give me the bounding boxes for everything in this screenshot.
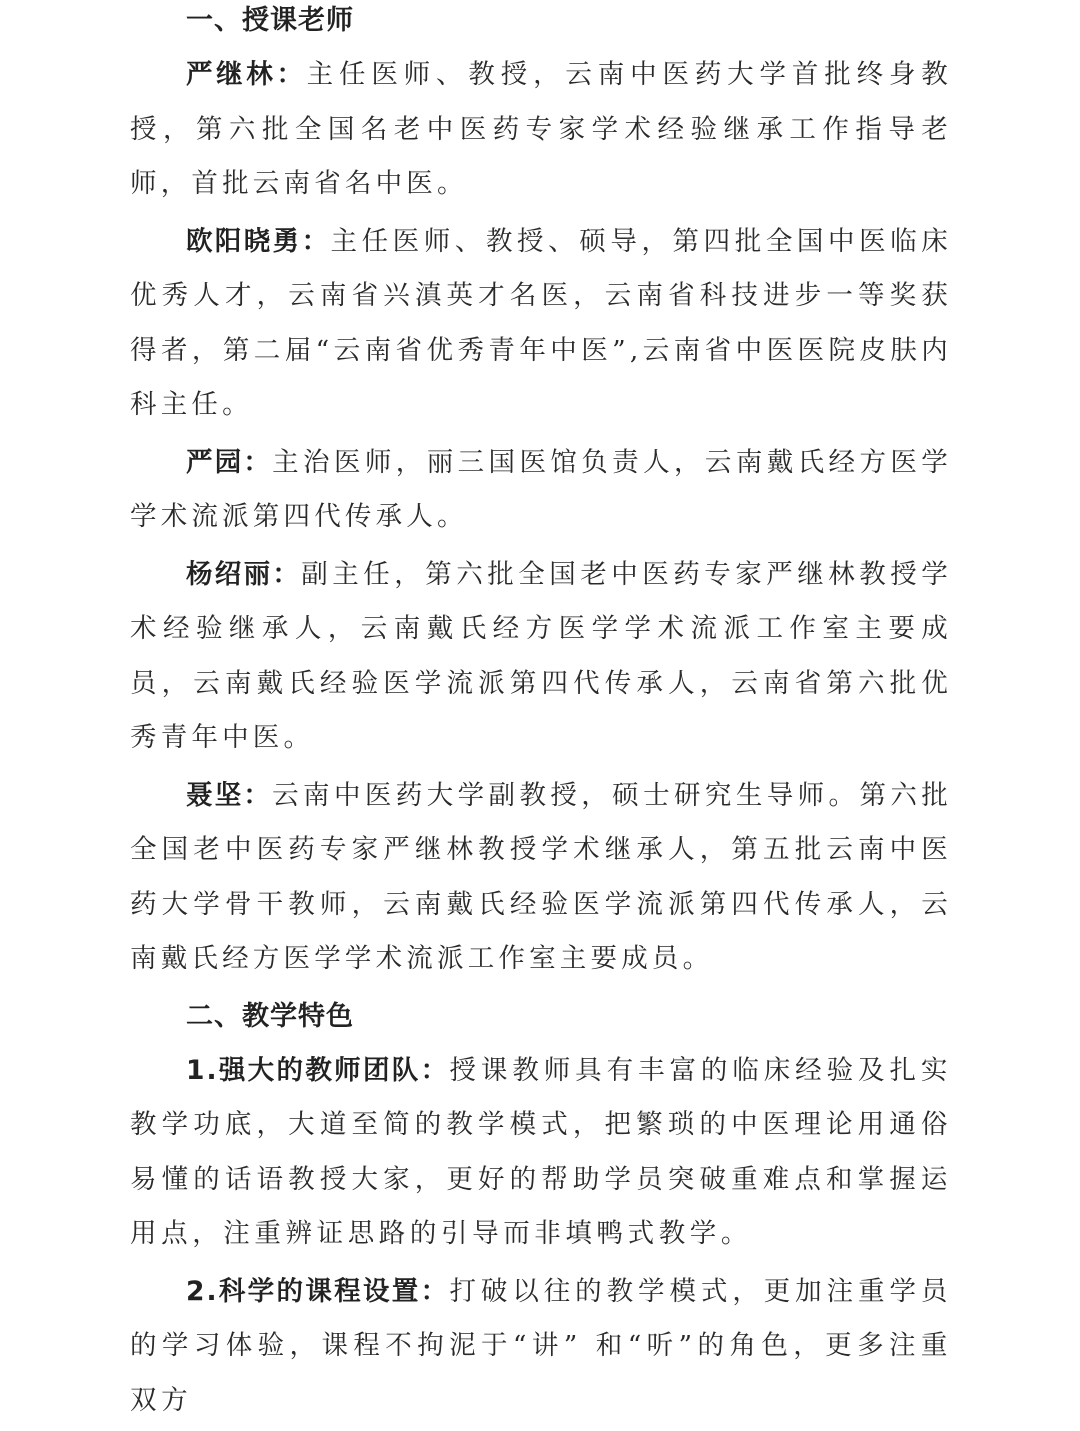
teacher-entry bbox=[130, 48, 952, 212]
document-page bbox=[130, 0, 952, 1431]
section-heading-features: 二、教学特色 bbox=[186, 1000, 354, 1032]
teacher-bio: 主任医师、教授，云南中医药大学首批终身教授，第六批全国名老中医药专家学术经验继承工作指导老师，首批云南省名中医。 bbox=[130, 59, 953, 199]
teacher-entry bbox=[130, 215, 952, 433]
teacher-bio: 主治医师，丽三国医馆负责人，云南戴氏经方医学学术流派第四代传承人。 bbox=[130, 446, 952, 532]
teacher-bio: 主任医师、教授、硕导，第四批全国中医临床优秀人才，云南省兴滇英才名医，云南省科技进步一等奖获得者，第二届“云南省优秀青年中医”,云南省中医医院皮肤内科主任。 bbox=[130, 225, 953, 420]
teacher-name: 严园： bbox=[186, 446, 273, 478]
feature-text: 打破以往的教学模式，更加注重学员的学习体验，课程不拘泥于“讲” 和“听”的角色，更多注重双方 bbox=[130, 1275, 952, 1416]
teacher-bio: 副主任，第六批全国老中医药专家严继林教授学术经验继承人，云南戴氏经方医学学术流派工作室主要成员，云南戴氏经验医学流派第四代传承人，云南省第六批优秀青年中医。 bbox=[130, 558, 952, 753]
teacher-entry bbox=[130, 436, 952, 545]
teacher-entry bbox=[130, 769, 952, 987]
feature-text: 授课教师具有丰富的临床经验及扎实教学功底，大道至简的教学模式，把繁琐的中医理论用通俗易懂的话语教授大家，更好的帮助学员突破重难点和掌握运用点，注重辨证思路的引导而非填鸭式教学。 bbox=[130, 1054, 952, 1249]
teacher-entry bbox=[130, 548, 952, 766]
feature-title: 1.强大的教师团队： bbox=[186, 1054, 450, 1086]
feature-entry bbox=[130, 1044, 952, 1262]
teacher-name: 欧阳晓勇： bbox=[186, 225, 331, 257]
teacher-bio: 云南中医药大学副教授，硕士研究生导师。第六批全国老中医药专家严继林教授学术继承人，第五批云南中医药大学骨干教师，云南戴氏经验医学流派第四代传承人，云南戴氏经方医学学术流派工作室主要成员。 bbox=[130, 779, 952, 974]
teacher-name: 聂坚： bbox=[186, 779, 273, 811]
teacher-name: 严继林： bbox=[186, 59, 307, 90]
feature-title: 2.科学的课程设置： bbox=[186, 1275, 450, 1307]
section-heading-teachers: 一、授课老师 bbox=[186, 5, 354, 36]
teacher-name: 杨绍丽： bbox=[186, 558, 302, 590]
feature-entry bbox=[130, 1265, 952, 1429]
